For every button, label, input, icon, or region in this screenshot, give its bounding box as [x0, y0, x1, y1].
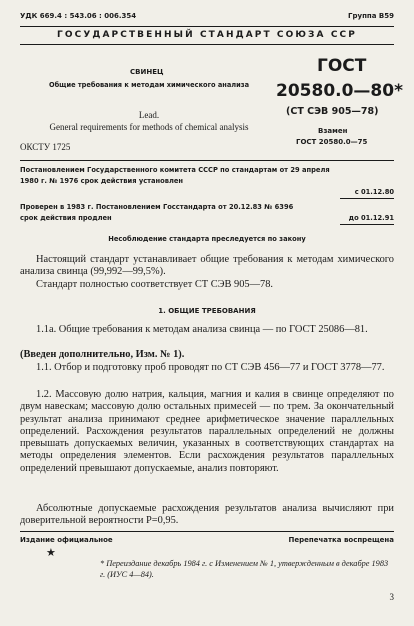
paragraph-1-1: 1.1. Отбор и подготовку проб проводят по СТ СЭВ 456—77 и ГОСТ 3778—77. — [36, 362, 385, 373]
date-underline-2 — [340, 224, 394, 225]
header-rule-bottom — [20, 44, 394, 45]
st-sev-reference: (СТ СЭВ 905—78) — [286, 106, 379, 117]
footer-rule — [20, 531, 394, 532]
subtitle-en: General requirements for methods of chemical analysis — [49, 122, 249, 132]
decree-line-1: Постановлением Государственного комитета СССР по стандартам от 29 апреля — [20, 166, 330, 174]
page-number: 3 — [389, 592, 394, 602]
paragraph-1-2: 1.2. Массовую долю натрия, кальция, магния и калия в свинце определяют по двум навескам; массовую долю остальных примесей — по трем. За окончательный результат анализа принимают среднее арифметическое значение параллельных определений. Расхождения результатов параллельных определений не должны превышать допускаемых величин, указанных в соответствующих стандартах на методы определения элементов. Если расхождения результатов параллельных определений превышают допускаемые, анализ повторяют. — [20, 389, 394, 474]
section-heading: 1. ОБЩИЕ ТРЕБОВАНИЯ — [158, 307, 256, 315]
header-rule-top — [20, 26, 394, 27]
intro-paragraph: Настоящий стандарт устанавливает общие требования к методам химического анализа свинца (99,992—99,5%). — [20, 254, 394, 278]
legal-warning: Несоблюдение стандарта преследуется по закону — [108, 235, 306, 243]
title-ru: СВИНЕЦ — [130, 68, 164, 76]
decree-line-2: 1980 г. № 1976 срок действия установлен — [20, 177, 184, 185]
extended-until-date: до 01.12.91 — [348, 214, 394, 222]
amendment-note: (Введен дополнительно, Изм. № 1). — [20, 349, 185, 360]
reprint-prohibited: Перепечатка воспрещена — [288, 536, 394, 544]
replaced-label: Взамен — [318, 127, 348, 135]
official-edition: Издание официальное — [20, 536, 113, 544]
star-icon: ★ — [46, 546, 56, 559]
compliance-paragraph: Стандарт полностью соответствует СТ СЭВ 905—78. — [36, 279, 274, 290]
date-underline-1 — [340, 198, 394, 199]
subtitle-ru: Общие требования к методам химического анализа — [48, 81, 250, 89]
check-line-1: Проверен в 1983 г. Постановлением Госстандарта от 20.12.83 № 6396 — [20, 203, 294, 211]
state-standard-banner: ГОСУДАРСТВЕННЫЙ СТАНДАРТ СОЮЗА ССР — [57, 30, 357, 40]
check-line-2: срок действия продлен — [20, 214, 112, 222]
title-en: Lead. — [138, 110, 160, 120]
paragraph-1-3: Абсолютные допускаемые расхождения результатов анализа вычисляют при доверительной вероятности Р=0,95. — [20, 503, 394, 527]
gost-number: 20580.0—80* — [276, 81, 403, 101]
udk-code: УДК 669.4 : 543.06 : 006.354 — [20, 12, 137, 20]
paragraph-1-1a: 1.1а. Общие требования к методам анализа свинца — по ГОСТ 25086—81. — [36, 324, 368, 335]
effective-from-date: с 01.12.80 — [354, 188, 394, 196]
reissue-footnote: * Переиздание декабрь 1984 г. с Изменением № 1, утвержденным в декабре 1983 г. (ИУС 4—84). — [100, 559, 389, 579]
okstu-code: ОКСТУ 1725 — [20, 142, 71, 152]
group-code: Группа В59 — [348, 12, 394, 20]
replaced-gost: ГОСТ 20580.0—75 — [296, 138, 368, 146]
title-divider — [20, 160, 394, 161]
gost-label: ГОСТ — [317, 56, 367, 76]
